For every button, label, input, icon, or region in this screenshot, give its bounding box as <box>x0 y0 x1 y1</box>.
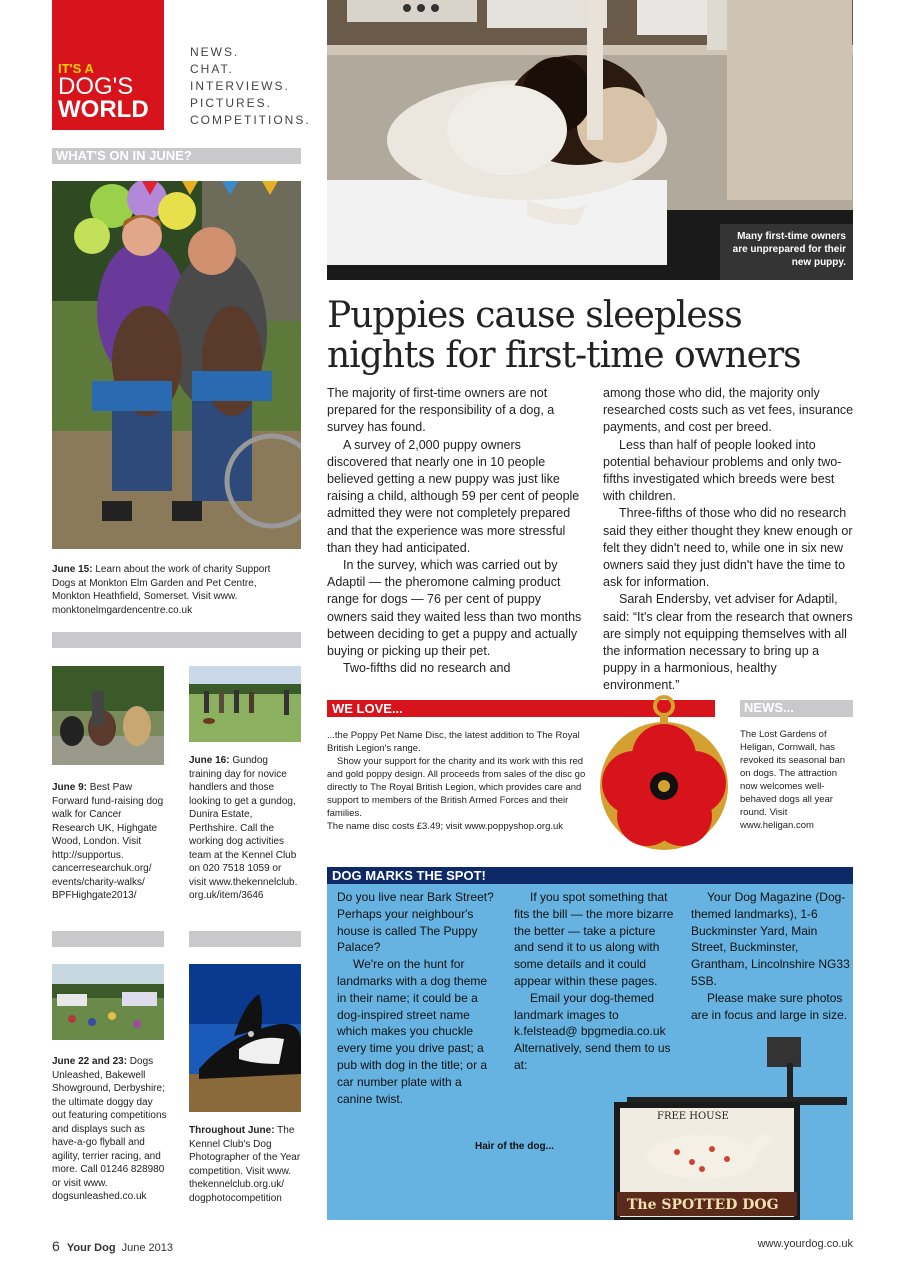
event-throughout-june <box>189 1124 301 1205</box>
logo-small: IT'S A <box>58 61 94 76</box>
article-col-2 <box>603 385 855 695</box>
divider-bar <box>189 931 301 947</box>
tag-chat: CHAT. <box>190 62 234 76</box>
dog-marks-title: DOG MARKS THE SPOT! <box>332 868 486 883</box>
event-june-9 <box>52 781 167 903</box>
paragraph: ...the Poppy Pet Name Disc, the latest addition to The Royal British Legion's range. <box>327 730 580 754</box>
paragraph: The majority of first-time owners are not prepared for the responsibility of a dog, a survey has found. <box>327 386 555 435</box>
magazine-name: Your Dog <box>66 1242 116 1254</box>
paragraph: Email your dog-themed landmark images to k.felstead@ bpgmedia.co.uk Alternatively, send them to us at: <box>514 990 671 1072</box>
poppy-disc-image <box>592 688 734 858</box>
event-date: June 22 and 23: <box>52 1056 128 1067</box>
showground-photo <box>52 964 164 1040</box>
paragraph: Show your support for the charity and its work with this red and gold poppy design. All proceeds from sales of the disc go directly to The Royal British Legion, which provides care and support to members of the British Armed Forces and their families. <box>327 756 586 819</box>
tag-pictures: PICTURES. <box>190 96 273 110</box>
gundog-field-photo <box>189 666 301 742</box>
event-date: June 15: <box>52 564 93 575</box>
dog-walk-photo <box>52 666 164 765</box>
event-june-15 <box>52 563 292 617</box>
tag-news: NEWS. <box>190 45 240 59</box>
support-dogs-photo <box>52 181 301 549</box>
whats-on-title: WHAT'S ON IN JUNE? <box>56 148 192 163</box>
event-date: June 9: <box>52 782 88 793</box>
paragraph: If you spot something that fits the bill — the more bizarre the better — take a picture and send it to us along with some details and it could appear within these pages. <box>514 890 674 988</box>
news-header <box>740 700 853 717</box>
paragraph: Your Dog Magazine (Dog-themed landmarks), 1-6 Buckminster Yard, Main Street, Buckminster, Grantham, Lincolnshire NG33 5SB. <box>691 890 850 988</box>
dog-marks-header <box>327 867 853 884</box>
section-tagline <box>190 44 311 129</box>
event-text: The Kennel Club's Dog Photographer of the Year competition. Visit www. thekennelclub.org.uk/ dogphotocompetition <box>189 1125 301 1204</box>
paragraph: A survey of 2,000 puppy owners discovered that nearly one in 10 people believed getting a new puppy was just like raising a child, although 59 per cent of people admitted they were not completely prepared and that the experience was more stressful than they had anticipated. <box>327 437 580 555</box>
paragraph: Sarah Endersby, vet adviser for Adaptil, said: “It's clear from the research that owners are simply not equipping themselves with all the information necessary to bring up a puppy in a harmonious, healthy environment.” <box>603 592 853 693</box>
event-text: Dogs Unleashed, Bakewell Showground, Derbyshire; the ultimate doggy day out featuring competitions and displays such as have-a-go flyball and agility, terrier racing, and more. Call 01246 828980 or visit www. dogsunleashed.co.uk <box>52 1056 167 1202</box>
footer-url: www.yourdog.co.uk <box>757 1238 853 1250</box>
event-june-22-23 <box>52 1055 167 1204</box>
event-june-16 <box>189 754 301 903</box>
paragraph: In the survey, which was carried out by Adaptil — the pheromone calming product range for dogs — 76 per cent of puppy owners said they waited less than two months between deciding to get a puppy and actually buying or picking up their pet. <box>327 558 582 659</box>
divider-bar <box>52 931 164 947</box>
dog-marks-col-2 <box>514 889 676 1074</box>
paragraph: We're on the hunt for landmarks with a dog theme in their name; it could be a dog-inspired street name which makes you chuckle every time you drive past; a pub with dog in the title; or a car number plate with a canine twist. <box>337 957 488 1106</box>
paragraph: Less than half of people looked into potential behaviour problems and only two-fifths investigated which breeds were best with children. <box>603 437 842 504</box>
event-text: Gundog training day for novice handlers and those looking to get a gundog, Dunira Estate, Perthshire. Call the working dog activities team at the Kennel Club on 020 7518 1059 or visit www.thekennelclub. org.uk/item/3646 <box>189 755 298 901</box>
pub-photo-caption: Hair of the dog... <box>475 1141 554 1152</box>
tag-interviews: INTERVIEWS. <box>190 79 290 93</box>
news-text: The Lost Gardens of Heligan, Cornwall, has revoked its seasonal ban on dogs. The attraction now welcomes well-behaved dogs all year round. Visit www.heligan.com <box>740 729 846 831</box>
puppy-photo-caption: Many first-time owners are unprepared for their new puppy. <box>732 231 846 268</box>
section-logo <box>52 0 164 130</box>
event-text: Best Paw Forward fund-raising dog walk for Cancer Research UK, Highgate Wood, London. Visit http://supportus. cancerresearchuk.org/ events/charity-walks/ BPFHighgate2013/ <box>52 782 164 901</box>
footer-left <box>52 1238 173 1254</box>
paragraph: Two-fifths did no research and <box>343 661 511 676</box>
logo-world: WORLD <box>58 96 149 123</box>
article-col-1 <box>327 385 582 677</box>
tag-competitions: COMPETITIONS. <box>190 113 311 127</box>
issue-date: June 2013 <box>121 1242 173 1254</box>
logo-dogs: DOG'S <box>58 73 134 100</box>
we-love-title: WE LOVE... <box>332 701 403 716</box>
event-text: Learn about the work of charity Support Dogs at Monkton Elm Garden and Pet Centre, Monkton Heathfield, Somerset. Visit www. monktonelmgardencentre.co.uk <box>52 564 271 616</box>
paragraph: The name disc costs £3.49; visit www.poppyshop.org.uk <box>327 821 564 832</box>
dog-marks-col-1 <box>337 889 497 1107</box>
dog-marks-panel <box>327 867 853 1220</box>
pub-sign-name: The SPOTTED DOG <box>627 1197 779 1213</box>
we-love-text <box>327 729 592 833</box>
dog-marks-col-3 <box>691 889 851 1023</box>
news-title: NEWS... <box>744 700 794 715</box>
paragraph: Do you live near Bark Street? Perhaps your neighbour's house is called The Puppy Palace? <box>337 890 494 955</box>
page-number: 6 <box>52 1238 60 1254</box>
event-date: Throughout June: <box>189 1125 275 1136</box>
event-date: June 16: <box>189 755 230 766</box>
paragraph: Please make sure photos are in focus and large in size. <box>691 990 848 1022</box>
paragraph: among those who did, the majority only researched costs such as vet fees, insurance payments, and cost per breed. <box>603 386 854 435</box>
divider-bar <box>52 632 301 648</box>
pub-sign-top: FREE HOUSE <box>657 1111 729 1122</box>
whats-on-header <box>52 148 301 164</box>
collie-photo <box>189 964 301 1112</box>
headline: Puppies cause sleepless nights for first-time owners <box>327 295 801 376</box>
paragraph: Three-fifths of those who did no research said they either thought they knew enough or felt they didn't need to, while one in six new owners said they just didn't have the time to ask for information. <box>603 506 853 590</box>
